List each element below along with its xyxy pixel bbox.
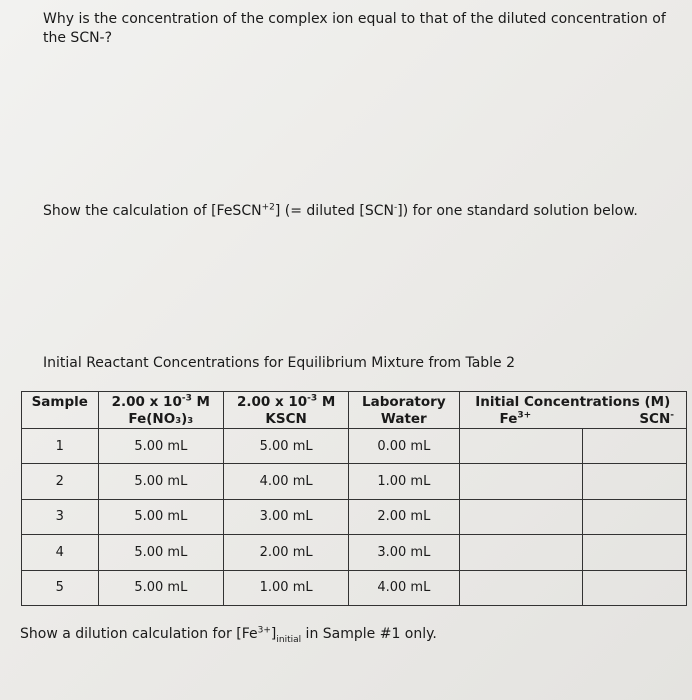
header-kscn-formula: KSCN <box>265 411 307 427</box>
header-sample-label: Sample <box>31 394 88 410</box>
cell-water-volume: 0.00 mL <box>349 429 459 464</box>
header-kscn-exp: -3 <box>307 393 318 404</box>
header-kscn-conc: 2.00 x 10 <box>236 394 308 410</box>
q2-charge-scn: - <box>394 202 398 213</box>
q2-text-end: ]) for one standard solution below. <box>397 203 638 219</box>
q3-subscript: initial <box>276 634 302 645</box>
cell-scn-initial[interactable] <box>583 429 687 464</box>
question-complex-ion <box>43 10 683 48</box>
header-fe-nitrate <box>98 392 224 429</box>
table-header-row <box>22 392 687 429</box>
q3-charge: 3+ <box>257 625 271 636</box>
question-dilution-calculation <box>20 625 437 644</box>
header-ic-label: Initial Concentrations (M) <box>475 394 671 410</box>
table-caption: Initial Reactant Concentrations for Equilibrium Mixture from Table 2 <box>43 355 516 371</box>
cell-fe-volume: 5.00 mL <box>98 499 224 534</box>
cell-scn-initial[interactable] <box>583 464 687 499</box>
header-ic-fe-charge: 3+ <box>517 410 532 421</box>
cell-water-volume: 2.00 mL <box>349 499 459 534</box>
cell-fe-volume: 5.00 mL <box>98 570 224 605</box>
header-fe-exp: -3 <box>181 393 192 404</box>
q2-text-start: Show the calculation of [FeSCN <box>43 203 262 219</box>
cell-fe-initial[interactable] <box>459 429 583 464</box>
concentration-table <box>21 391 687 606</box>
cell-kscn-volume: 2.00 mL <box>224 535 349 570</box>
cell-fe-initial[interactable] <box>459 570 583 605</box>
table-row <box>22 570 687 605</box>
cell-kscn-volume: 5.00 mL <box>224 429 349 464</box>
header-water <box>349 392 459 429</box>
header-kscn-unit: M <box>317 394 336 410</box>
cell-sample: 2 <box>22 464 99 499</box>
cell-sample: 3 <box>22 499 99 534</box>
header-fe-conc: 2.00 x 10 <box>111 394 182 410</box>
header-fe-formula: Fe(NO₃)₃ <box>128 411 194 427</box>
q3-bracket: ] <box>270 626 277 642</box>
cell-sample: 1 <box>22 429 99 464</box>
cell-water-volume: 4.00 mL <box>349 570 459 605</box>
cell-fe-initial[interactable] <box>459 499 583 534</box>
q3-text-start: Show a dilution calculation for [Fe <box>20 626 258 642</box>
cell-sample: 5 <box>22 570 99 605</box>
header-fe-unit: M <box>191 394 210 410</box>
cell-kscn-volume: 4.00 mL <box>224 464 349 499</box>
header-ic-sublabels <box>460 411 686 428</box>
header-ic-scn-symbol: SCN <box>639 411 671 427</box>
question-fescn-calculation <box>43 202 683 221</box>
cell-fe-volume: 5.00 mL <box>98 429 224 464</box>
header-ic-fe <box>500 411 532 428</box>
header-ic-scn <box>639 411 674 428</box>
cell-fe-initial[interactable] <box>459 535 583 570</box>
cell-scn-initial[interactable] <box>583 499 687 534</box>
header-sample <box>22 392 99 429</box>
question-complex-ion-text: Why is the concentration of the complex ion equal to that of the diluted concentration of the SCN-? <box>43 11 666 46</box>
cell-sample: 4 <box>22 535 99 570</box>
header-ic-scn-charge: - <box>670 410 674 421</box>
cell-fe-initial[interactable] <box>459 464 583 499</box>
header-kscn <box>224 392 349 429</box>
header-ic-fe-symbol: Fe <box>499 411 518 427</box>
table-row <box>22 499 687 534</box>
cell-kscn-volume: 3.00 mL <box>224 499 349 534</box>
cell-water-volume: 1.00 mL <box>349 464 459 499</box>
q2-text-mid: ] (= diluted [SCN <box>274 203 394 219</box>
table-row <box>22 464 687 499</box>
q3-text-end: in Sample #1 only. <box>301 626 437 642</box>
cell-scn-initial[interactable] <box>583 570 687 605</box>
cell-kscn-volume: 1.00 mL <box>224 570 349 605</box>
q2-charge-fescn: +2 <box>261 202 275 213</box>
cell-water-volume: 3.00 mL <box>349 535 459 570</box>
cell-scn-initial[interactable] <box>583 535 687 570</box>
cell-fe-volume: 5.00 mL <box>98 535 224 570</box>
table-row <box>22 429 687 464</box>
table-row <box>22 535 687 570</box>
cell-fe-volume: 5.00 mL <box>98 464 224 499</box>
header-water-line2: Water <box>380 411 427 427</box>
header-water-line1: Laboratory <box>362 394 446 410</box>
header-initial-concentrations <box>459 392 686 429</box>
